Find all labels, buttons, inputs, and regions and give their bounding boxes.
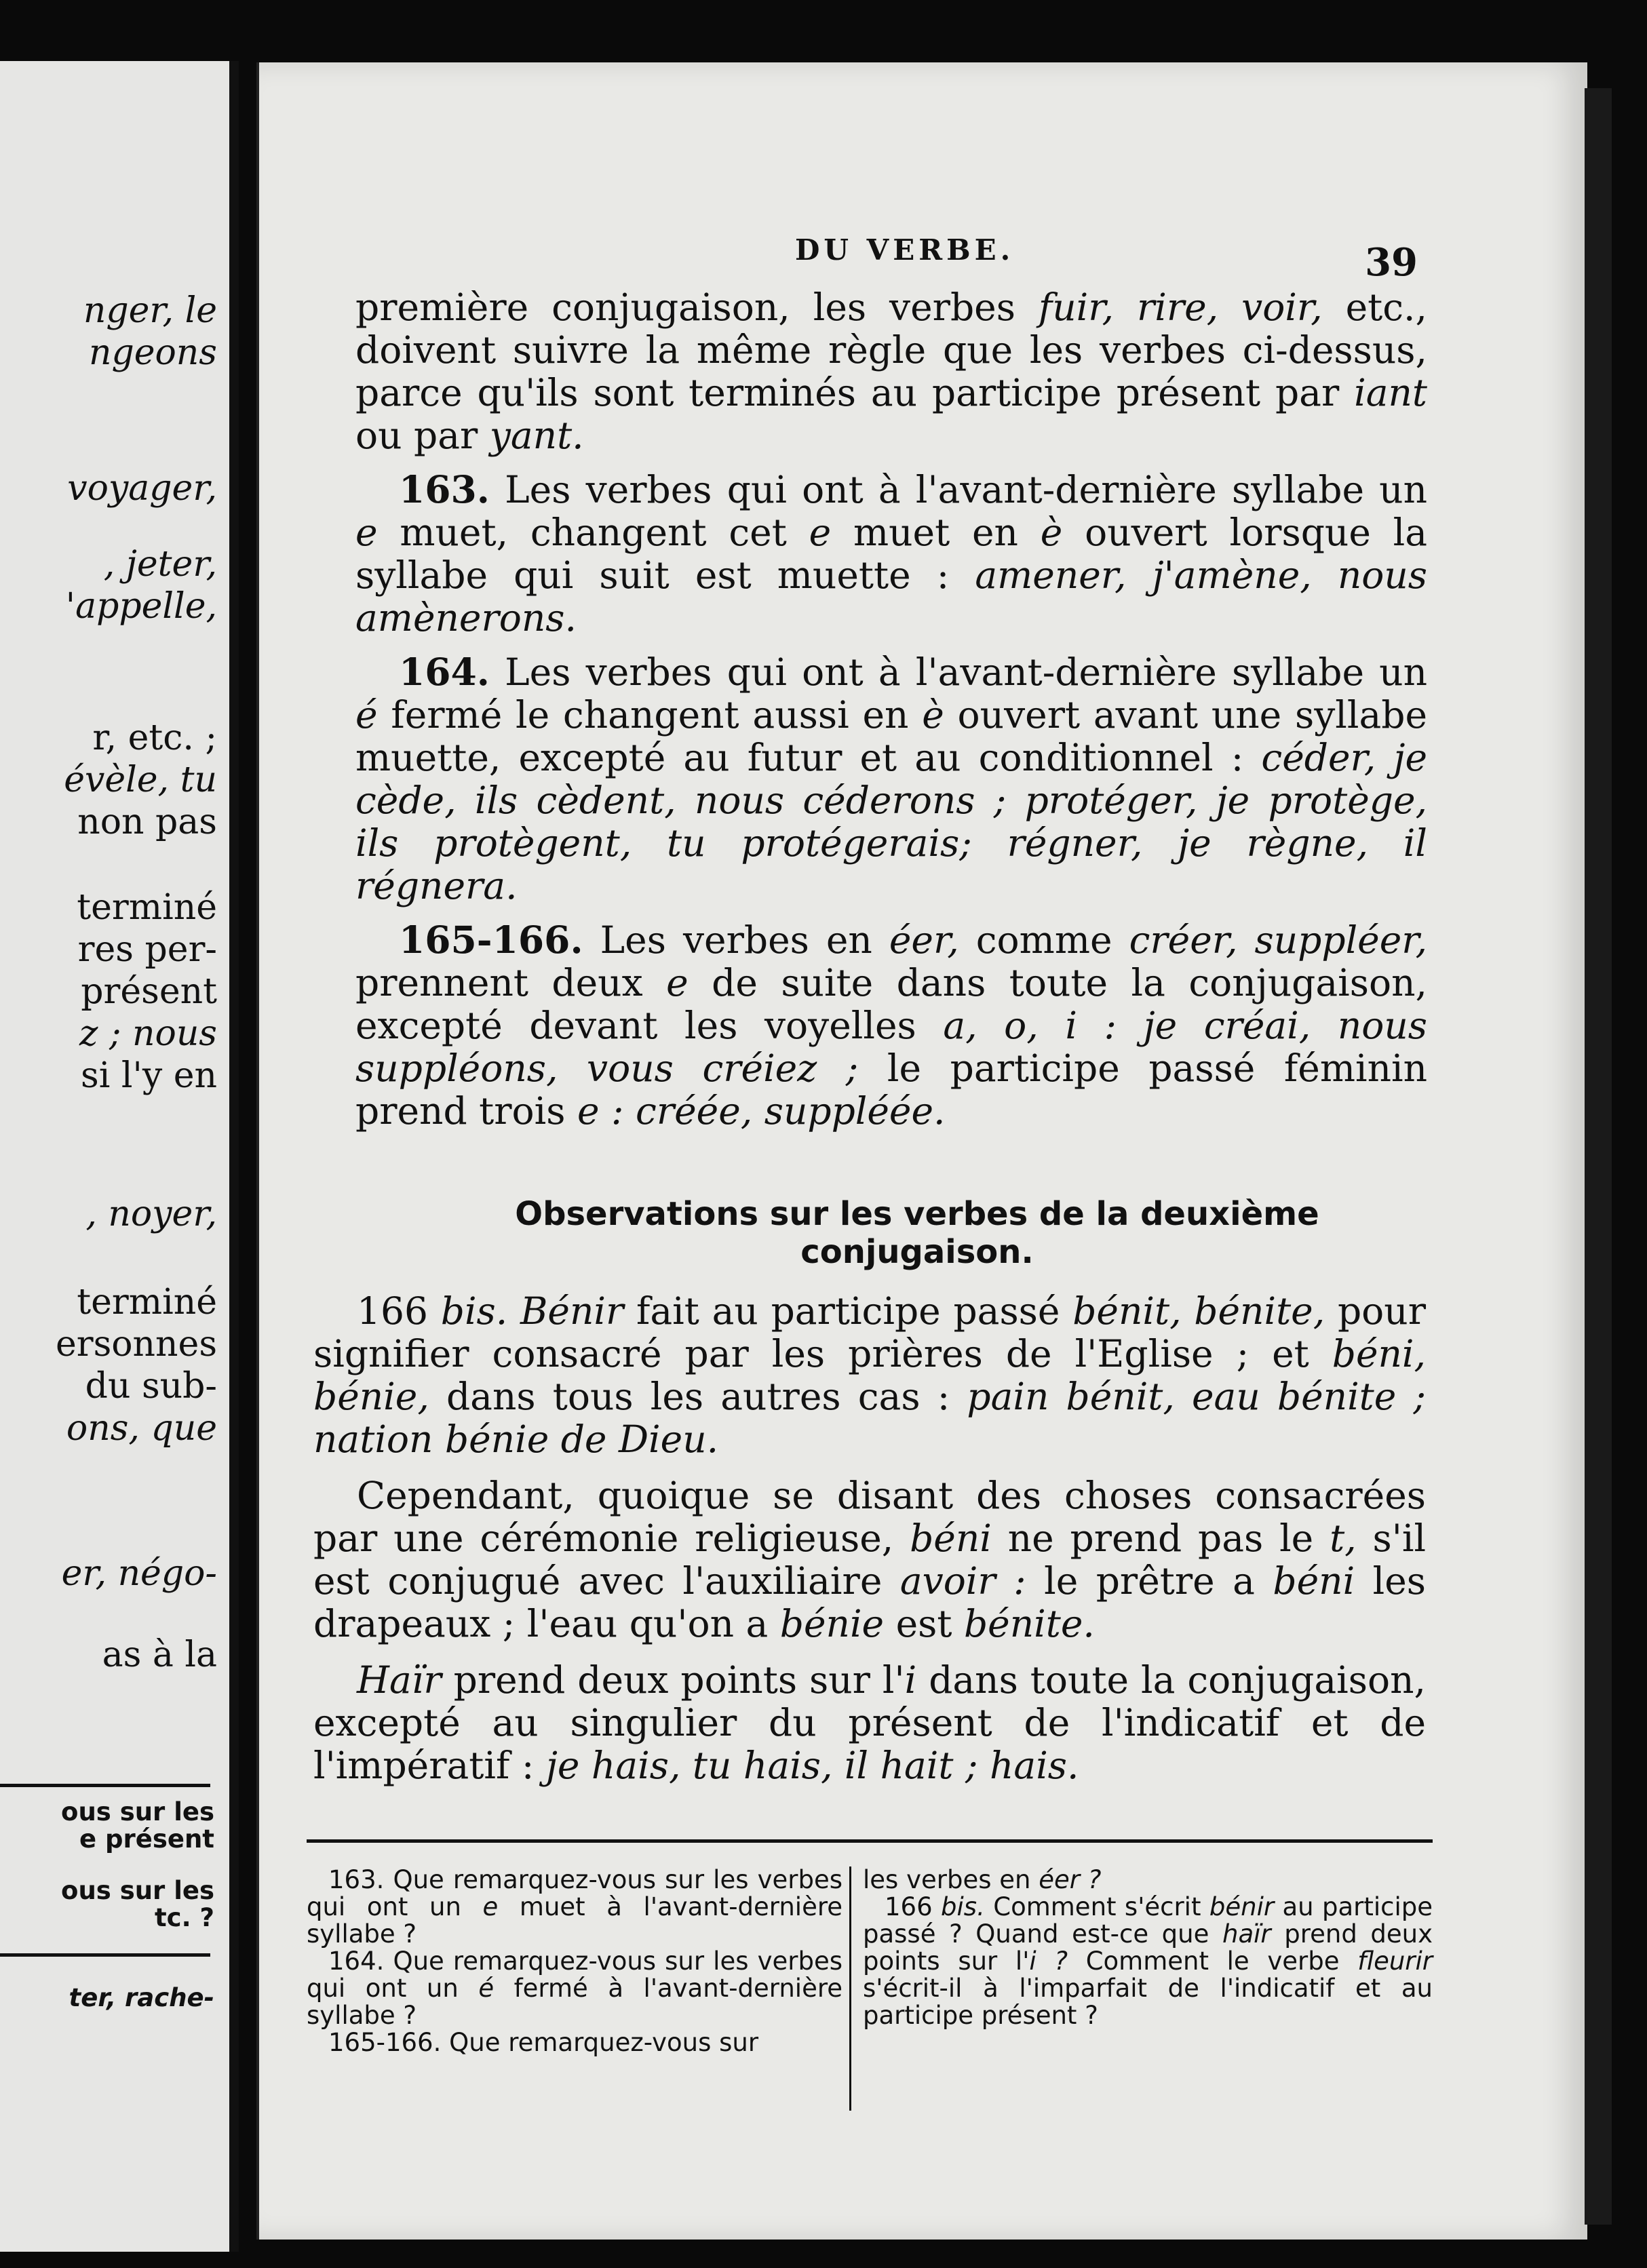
running-head: DU VERBE. bbox=[795, 233, 1015, 267]
questions-column-divider bbox=[849, 1866, 851, 2111]
paragraph-166-bis: 166 bis. Bénir fait au participe passé bénit, bénite, pour signifier consacré par les prières de l'Eglise ; et béni, bénie, dans tous les autres cas : pain bénit, eau bénite ; nation bénie de Dieu. bbox=[313, 1289, 1427, 1461]
left-fragment: ngeons bbox=[88, 332, 217, 373]
left-fragment: , noyer, bbox=[85, 1194, 217, 1234]
body-text-section-2 bbox=[313, 1290, 1426, 1801]
question-165-166: 165-166. Que remarquez-vous sur bbox=[328, 2028, 759, 2057]
left-question-fragment: ter, rache- bbox=[69, 1983, 214, 2012]
question-164: 164. Que remarquez-vous sur les verbes qui ont un é fermé à l'avant-dernière syllabe ? bbox=[307, 1947, 843, 2030]
left-fragment: ersonnes bbox=[55, 1324, 217, 1365]
left-question-fragment: ous sur les bbox=[61, 1876, 214, 1905]
paragraph-164: 164. Les verbes qui ont à l'avant-dernière syllabe un é fermé le changent aussi en è ouvert avant une syllabe muette, excepté au futur et au conditionnel : céder, je cède, ils cèdent, nous céderons ; protéger, je protège, ils protègent, tu protégerais; régner, je règne, il régnera. bbox=[355, 650, 1428, 907]
review-questions bbox=[307, 1866, 1433, 2111]
left-footnote-rule-2 bbox=[0, 1953, 210, 1957]
questions-right-column bbox=[863, 1866, 1433, 2029]
paragraph-163: 163. Les verbes qui ont à l'avant-dernière syllabe un e muet, changent cet e muet en è ouvert lorsque la syllabe qui suit est muette : amener, j'amène, nous amènerons. bbox=[355, 467, 1428, 640]
left-fragment: terminé bbox=[77, 887, 217, 928]
paragraph-cependant: Cependant, quoique se disant des choses consacrées par une cérémonie religieuse, béni ne prend pas le t, s'il est conjugué avec l'auxiliaire avoir : le prêtre a béni les drapeaux ; l'eau qu'on a bénie est bénite. bbox=[313, 1474, 1427, 1645]
questions-left-column bbox=[307, 1866, 842, 2056]
left-fragment: 'appelle, bbox=[65, 586, 217, 627]
left-fragment: ons, que bbox=[66, 1408, 217, 1449]
left-fragment: voyager, bbox=[67, 468, 217, 509]
left-question-fragment: e présent bbox=[79, 1824, 214, 1854]
left-fragment: si l'y en bbox=[81, 1055, 217, 1096]
paragraph-hair: Haïr prend deux points sur l'i dans toute la conjugaison, excepté au singulier du présent de l'indicatif et de l'impératif : je hais, tu hais, il hait ; hais. bbox=[313, 1658, 1427, 1787]
left-fragment: , jeter, bbox=[103, 544, 217, 585]
left-question-fragment: tc. ? bbox=[154, 1903, 214, 1932]
left-fragment: du sub- bbox=[85, 1366, 217, 1407]
body-text bbox=[355, 286, 1427, 1143]
paragraph-165-166: 165-166. Les verbes en éer, comme créer, suppléer, prennent deux e de suite dans toute la conjugaison, excepté devant les voyelles a, o, i : je créai, nous suppléons, vous créiez ; le participe passé féminin prend trois e : créée, suppléée. bbox=[355, 918, 1428, 1133]
left-fragment: présent bbox=[81, 971, 217, 1012]
paragraph-continuation: première conjugaison, les verbes fuir, rire, voir, etc., doivent suivre la même règle que les verbes ci-dessus, parce qu'ils sont terminés au participe présent par iant ou par yant. bbox=[355, 286, 1428, 457]
left-fragment: z ; nous bbox=[79, 1013, 217, 1054]
previous-page-fragment bbox=[0, 61, 239, 2252]
left-fragment: r, etc. ; bbox=[92, 718, 217, 758]
left-question-fragment: ous sur les bbox=[61, 1797, 214, 1826]
left-fragment: non pas bbox=[77, 802, 217, 842]
question-163: 163. Que remarquez-vous sur les verbes qui ont un e muet à l'avant-dernière syllabe ? bbox=[307, 1865, 843, 1949]
left-footnote-rule bbox=[0, 1784, 210, 1787]
left-fragment: terminé bbox=[77, 1282, 217, 1323]
question-166-bis: 166 bis. Comment s'écrit bénir au participe passé ? Quand est-ce que haïr prend deux points sur l'i ? Comment le verbe fleurir s'écrit-il à l'imparfait de l'indicatif et au participe présent ? bbox=[863, 1892, 1433, 2030]
left-fragment: évèle, tu bbox=[64, 760, 217, 800]
page-number: 39 bbox=[1365, 240, 1418, 285]
scan-page-edge bbox=[1585, 88, 1612, 2225]
footnote-rule bbox=[307, 1839, 1433, 1843]
left-fragment: nger, le bbox=[83, 290, 217, 331]
section-heading: Observations sur les verbes de la deuxième conjugaison. bbox=[515, 1195, 1319, 1271]
left-fragment: er, négo- bbox=[61, 1553, 217, 1594]
left-fragment: as à la bbox=[102, 1635, 217, 1675]
left-fragment: res per- bbox=[77, 929, 217, 970]
question-165-166-cont: les verbes en éer ? bbox=[863, 1865, 1102, 1894]
book-page bbox=[256, 62, 1587, 2240]
